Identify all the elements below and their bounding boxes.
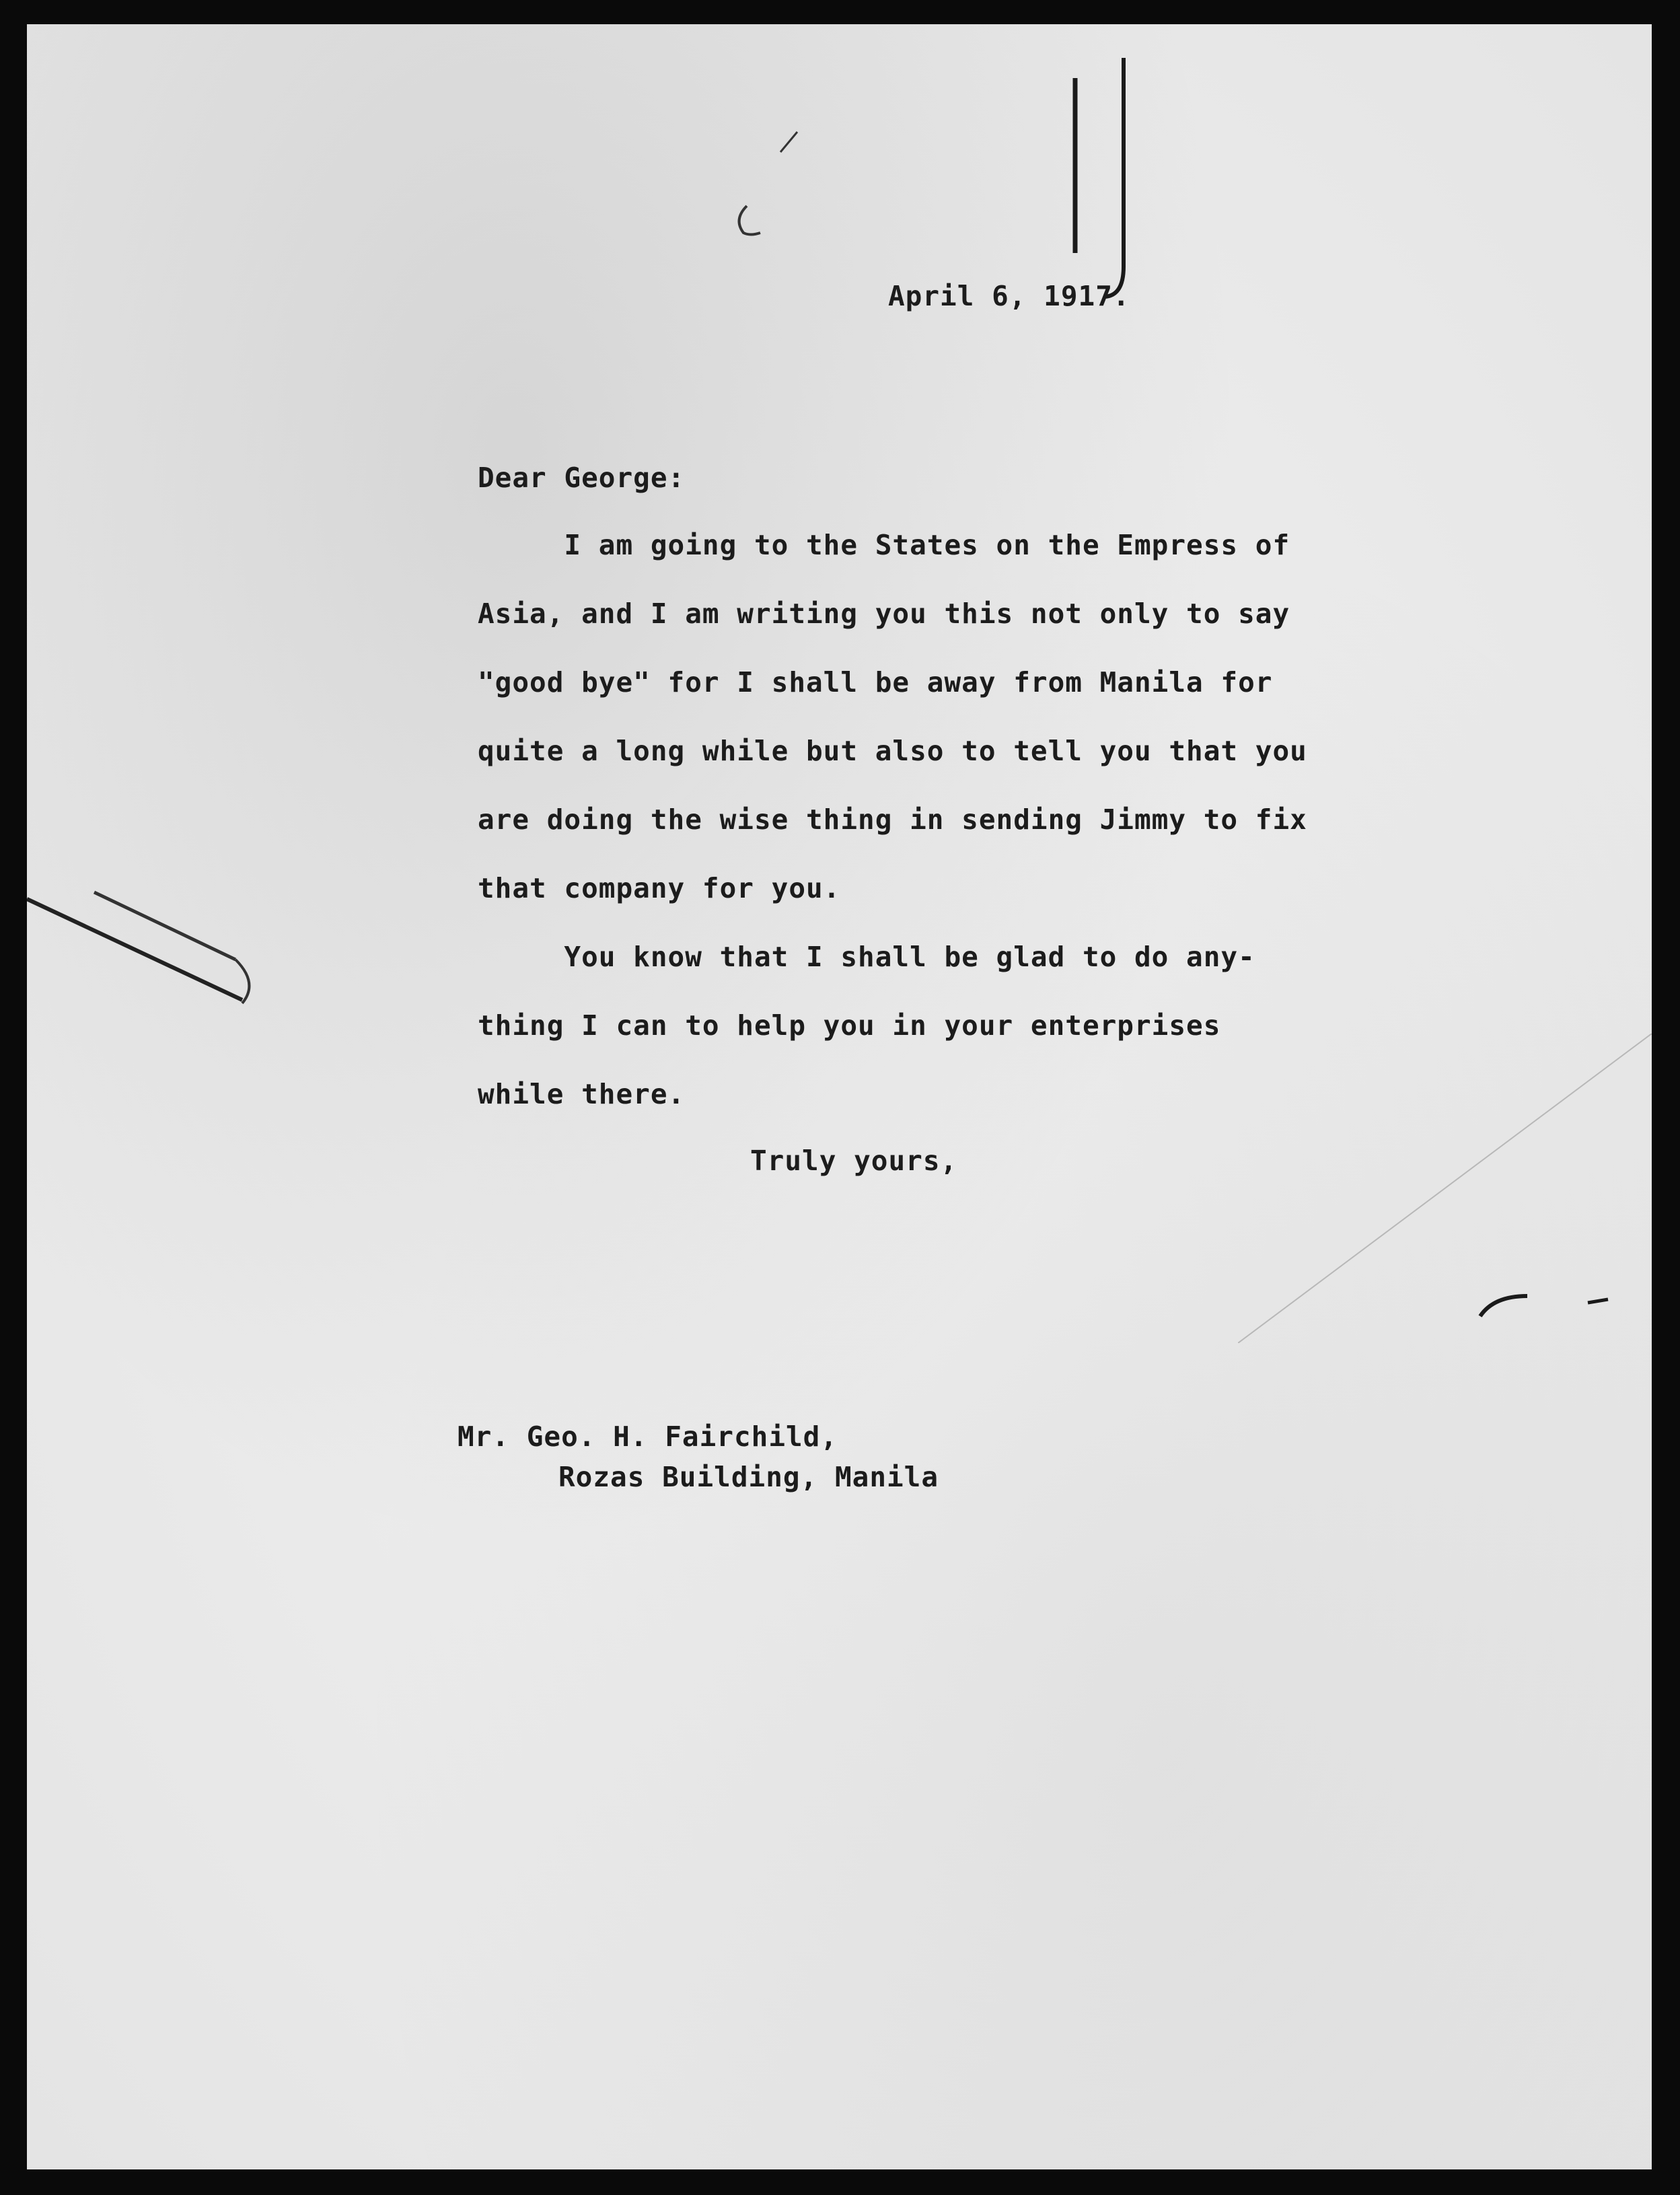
body-line: thing I can to help you in your enterprises [478,1009,1221,1042]
smudge-mark [706,125,814,246]
body-line: "good bye" for I shall be away from Manila for [478,666,1273,698]
recipient-address: Rozas Building, Manila [558,1461,939,1493]
recipient-name: Mr. Geo. H. Fairchild, [458,1420,838,1453]
letter-page [27,24,1652,2169]
letter-date: April 6, 1917. [888,280,1130,312]
body-line: are doing the wise thing in sending Jimmy to fix [478,803,1307,836]
body-line: quite a long while but also to tell you that you [478,735,1307,767]
faint-crease-line [1238,1034,1652,1343]
body-line: Asia, and I am writing you this not only to say [478,598,1290,630]
body-line: You know that I shall be glad to do any- [478,941,1255,973]
body-line: while there. [478,1078,686,1110]
letter-closing: Truly yours, [750,1145,958,1177]
paper-clip-mark [1063,51,1144,307]
staple-scratch-mark [27,859,283,1034]
body-line: I am going to the States on the Empress of [478,529,1290,561]
letter-salutation: Dear George: [478,462,686,494]
body-line: that company for you. [478,872,841,904]
